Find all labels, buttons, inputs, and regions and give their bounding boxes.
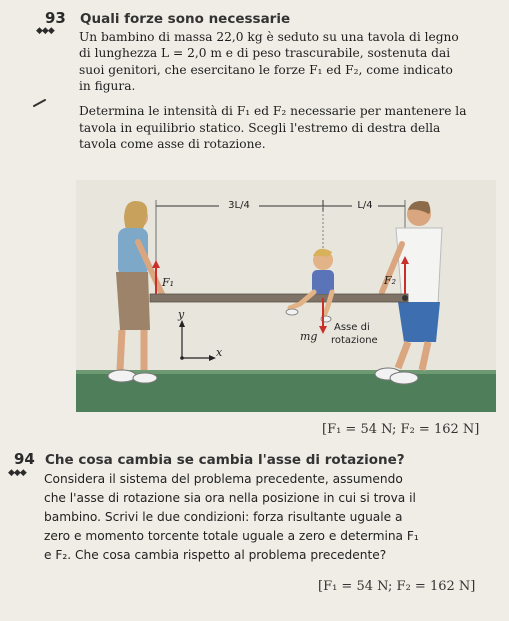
problem-94-line-3: bambino. Scrivi le due condizioni: forza risultante uguale a bbox=[44, 510, 403, 524]
problem-94-title: Che cosa cambia se cambia l'asse di rotazione? bbox=[45, 452, 405, 468]
problem-93-line-3: suoi genitori, che esercitano le forze F₁ ed F₂, come indicato bbox=[79, 63, 453, 77]
problem-93-line-1: Un bambino di massa 22,0 kg è seduto su una tavola di legno bbox=[79, 30, 459, 44]
problem-93-line-5: Determina le intensità di F₁ ed F₂ necessarie per mantenere la bbox=[79, 104, 467, 118]
force-f1-label: F₁ bbox=[162, 276, 175, 289]
rotation-axis-label-2: rotazione bbox=[331, 335, 378, 346]
problem-94-answer: [F₁ = 54 N; F₂ = 162 N] bbox=[318, 579, 476, 594]
equilibrium-figure bbox=[76, 180, 496, 412]
wooden-board bbox=[150, 294, 408, 302]
axis-x-label: x bbox=[216, 346, 223, 359]
problem-93-answer: [F₁ = 54 N; F₂ = 162 N] bbox=[322, 422, 480, 437]
problem-94-line-2: che l'asse di rotazione sia ora nella posizione in cui si trova il bbox=[44, 491, 416, 505]
problem-94-line-5: e F₂. Che cosa cambia rispetto al problema precedente? bbox=[44, 548, 387, 562]
problem-94-line-1: Considera il sistema del problema precedente, assumendo bbox=[44, 472, 403, 486]
problem-93-title: Quali forze sono necessarie bbox=[80, 11, 291, 27]
problem-93-number: 93 bbox=[45, 9, 66, 27]
axis-y-label: y bbox=[178, 308, 185, 321]
rotation-axis-point bbox=[402, 295, 408, 301]
problem-93-line-6: tavola in equilibrio statico. Scegli l'estremo di destra della bbox=[79, 121, 441, 135]
dimension-label-right: L/4 bbox=[357, 200, 373, 211]
problem-93-line-2: di lunghezza L = 2,0 m e di peso trascurabile, sostenuta dai bbox=[79, 46, 451, 60]
dimension-label-left: 3L/4 bbox=[228, 200, 250, 211]
problem-94-line-4: zero e momento torcente totale uguale a zero e determina F₁ bbox=[44, 529, 419, 543]
difficulty-icon: ◆◆◆ bbox=[8, 468, 26, 478]
weight-label: mg bbox=[300, 330, 318, 343]
problem-93-line-4: in figura. bbox=[79, 79, 136, 93]
force-f2-label: F₂ bbox=[384, 274, 397, 287]
problem-93-line-7: tavola come asse di rotazione. bbox=[79, 137, 266, 151]
margin-mark-icon bbox=[33, 98, 47, 108]
difficulty-icon: ◆◆◆ bbox=[36, 26, 54, 36]
problem-94-number: 94 bbox=[14, 450, 35, 468]
rotation-axis-label-1: Asse di bbox=[334, 322, 370, 333]
